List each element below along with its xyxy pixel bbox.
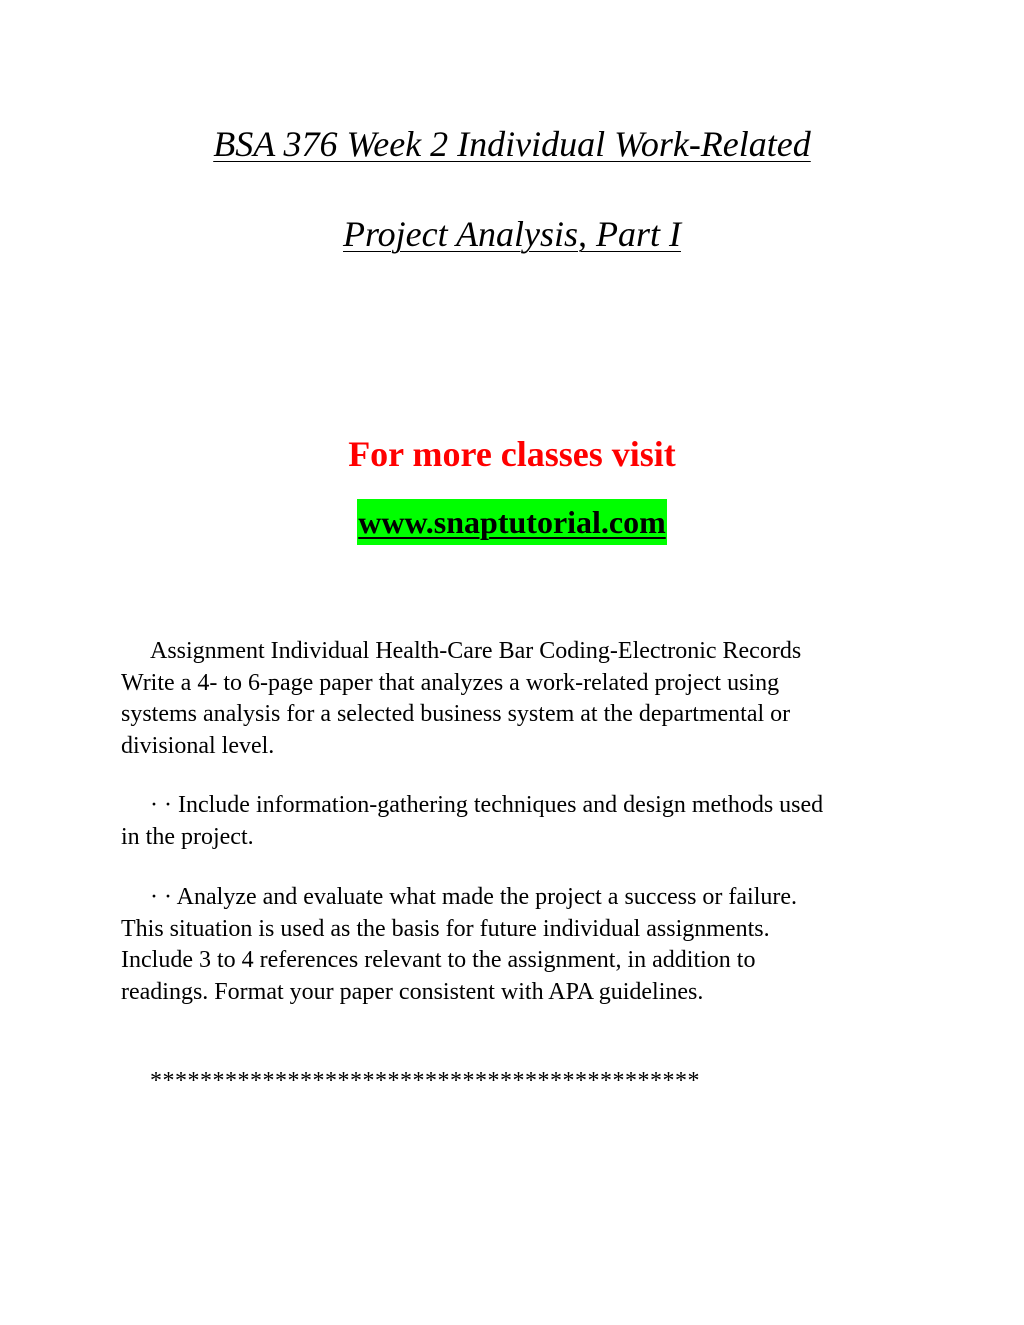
paragraph-line: divisional level. (121, 732, 275, 759)
paragraph-line: This situation is used as the basis for future individual assignments. (121, 915, 770, 942)
assignment-paragraph (121, 636, 921, 762)
paragraph-line: systems analysis for a selected business system at the departmental or (121, 701, 791, 727)
paragraph-line: · · Analyze and evaluate what made the project a success or failure. (150, 884, 798, 910)
paragraph-line: Write a 4- to 6-page paper that analyzes a work-related project using (121, 669, 780, 696)
paragraph-line: Include 3 to 4 references relevant to the assignment, in addition to (121, 947, 756, 973)
promo-link[interactable]: www.snaptutorial.com (357, 499, 667, 545)
paragraph-line: Assignment Individual Health-Care Bar Coding-Electronic Records (150, 638, 802, 664)
asterisk-separator: ******************************************** (150, 1068, 700, 1094)
bullet-paragraph-techniques (121, 790, 921, 853)
paragraph-line: in the project. (121, 823, 254, 850)
paragraph-line: · · Include information-gathering techniques and design methods used (150, 792, 824, 818)
document-title-line-2: Project Analysis, Part I (343, 214, 681, 254)
promo-text: For more classes visit (348, 434, 676, 474)
bullet-paragraph-evaluation (121, 882, 921, 1008)
document-title-line-1: BSA 376 Week 2 Individual Work-Related (213, 124, 811, 164)
promo-link-container (0, 499, 1024, 545)
paragraph-line: readings. Format your paper consistent with APA guidelines. (121, 978, 704, 1005)
